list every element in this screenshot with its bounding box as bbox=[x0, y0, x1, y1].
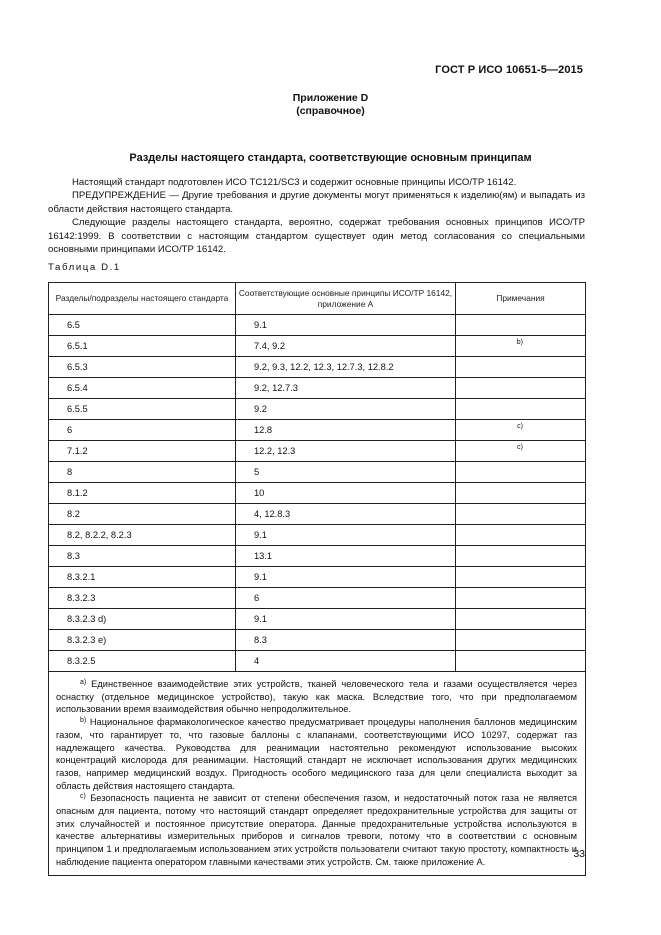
footnote-text: Национальное фармакологическое качество предусматривает процедуры наполнения баллонов медицинским газом, что гарантирует то, что газовые баллоны с клапанами, соответствующими ИСО 10297, содержат газ надлежащего качества. Руководства для реанимации настоятельно рекомендуют использование высоких концентраций кислорода для реанимации. Настоящий стандарт не исключает использования других медицинских газов, например медицинский воздух. Пригодность особого медицинского газа для цели специалиста выходит за область действия настоящего стандарта. bbox=[56, 717, 577, 791]
footnote-mark: c) bbox=[80, 793, 86, 801]
cell-section: 6.5.5 bbox=[49, 399, 236, 420]
cell-principles: 12.8 bbox=[236, 420, 456, 441]
intro-text bbox=[48, 176, 585, 256]
principles-table bbox=[48, 282, 586, 876]
footnote-mark: b) bbox=[80, 717, 87, 725]
cell-note bbox=[456, 630, 586, 651]
footnote bbox=[56, 678, 577, 716]
cell-note bbox=[456, 525, 586, 546]
intro-paragraph: Следующие разделы настоящего стандарта, вероятно, содержат требования основных принципов ИСО/ТР 16142:1999. В соответствии с настоящим стандартом существует один метод согласования со специальными основными принципами ИСО/ТР 16142. bbox=[48, 217, 585, 256]
document-header: ГОСТ Р ИСО 10651-5—2015 bbox=[435, 64, 583, 76]
header-sections: Разделы/подразделы настоящего стандарта bbox=[49, 283, 236, 315]
cell-section: 6.5.1 bbox=[49, 336, 236, 357]
cell-section: 8.1.2 bbox=[49, 483, 236, 504]
table-row bbox=[49, 399, 586, 420]
table-body bbox=[49, 315, 586, 672]
cell-principles: 7.4, 9.2 bbox=[236, 336, 456, 357]
cell-note bbox=[456, 588, 586, 609]
cell-note bbox=[456, 399, 586, 420]
cell-section: 8.3.2.3 d) bbox=[49, 609, 236, 630]
table-row bbox=[49, 609, 586, 630]
table-caption: Таблица D.1 bbox=[48, 262, 121, 273]
cell-principles: 13.1 bbox=[236, 546, 456, 567]
cell-note: c) bbox=[456, 420, 586, 441]
table-row bbox=[49, 315, 586, 336]
table-row bbox=[49, 567, 586, 588]
section-title: Разделы настоящего стандарта, соответствующие основным принципам bbox=[129, 152, 532, 164]
cell-section: 6.5.4 bbox=[49, 378, 236, 399]
cell-note bbox=[456, 357, 586, 378]
table-row bbox=[49, 336, 586, 357]
table-header-row bbox=[49, 283, 586, 315]
table-row bbox=[49, 525, 586, 546]
cell-section: 8.3.2.1 bbox=[49, 567, 236, 588]
footnote-text: Единственное взаимодействие этих устройств, тканей человеческого тела и газами осуществляется через оснастку (отдельное медицинское устройство), такую как маска. Вследствие того, что при предполагаемом использовании время взаимодействия обычно непродолжительное. bbox=[56, 679, 577, 715]
footnotes-row bbox=[49, 672, 586, 876]
footnote bbox=[56, 792, 577, 868]
cell-note bbox=[456, 462, 586, 483]
table-row bbox=[49, 357, 586, 378]
cell-note bbox=[456, 315, 586, 336]
annex-title-block bbox=[0, 92, 661, 118]
header-notes: Примечания bbox=[456, 283, 586, 315]
cell-section: 8.3.2.5 bbox=[49, 651, 236, 672]
cell-principles: 9.2 bbox=[236, 399, 456, 420]
cell-section: 8.2 bbox=[49, 504, 236, 525]
cell-principles: 5 bbox=[236, 462, 456, 483]
annex-title: Приложение D bbox=[292, 92, 369, 104]
cell-principles: 9.1 bbox=[236, 315, 456, 336]
cell-principles: 8.3 bbox=[236, 630, 456, 651]
intro-warning-paragraph: ПРЕДУПРЕЖДЕНИЕ — Другие требования и другие документы могут применяться к изделию(ям) и выпадать из области действия настоящего стандарта. bbox=[48, 190, 585, 215]
cell-principles: 9.1 bbox=[236, 609, 456, 630]
cell-section: 6.5 bbox=[49, 315, 236, 336]
cell-section: 6.5.3 bbox=[49, 357, 236, 378]
cell-section: 8.3 bbox=[49, 546, 236, 567]
table-row bbox=[49, 588, 586, 609]
cell-principles: 12.2, 12.3 bbox=[236, 441, 456, 462]
cell-section: 8 bbox=[49, 462, 236, 483]
cell-principles: 4 bbox=[236, 651, 456, 672]
cell-note bbox=[456, 546, 586, 567]
cell-principles: 10 bbox=[236, 483, 456, 504]
footnote-text: Безопасность пациента не зависит от степени обеспечения газом, и недостаточный поток газа не является опасным для пациента, потому что настоящий стандарт определяет предохранительные устройства для защиты от этих случайностей и постоянное присутствие оператора. Данные предохранительные устройства используются в качестве альтернативы измерительных приборов и сигналов тревоги, потому что в соответствии с основным принципом 1 и предполагаемым использованием этих устройств пользователи считают такую простоту, компактность и наблюдение пациента оператором главными качествами этих устройств. См. также приложение А. bbox=[56, 793, 577, 867]
footnotes-cell bbox=[49, 672, 586, 876]
header-principles: Соответствующие основные принципы ИСО/ТР 16142, приложение А bbox=[236, 283, 456, 315]
cell-section: 8.3.2.3 bbox=[49, 588, 236, 609]
footnote bbox=[56, 716, 577, 792]
table-row bbox=[49, 462, 586, 483]
cell-principles: 6 bbox=[236, 588, 456, 609]
cell-principles: 4, 12.8.3 bbox=[236, 504, 456, 525]
table-row bbox=[49, 378, 586, 399]
cell-note bbox=[456, 567, 586, 588]
table-row bbox=[49, 420, 586, 441]
cell-section: 8.3.2.3 e) bbox=[49, 630, 236, 651]
page-number: 33 bbox=[573, 848, 585, 860]
cell-principles: 9.2, 9.3, 12.2, 12.3, 12.7.3, 12.8.2 bbox=[236, 357, 456, 378]
cell-principles: 9.1 bbox=[236, 525, 456, 546]
intro-paragraph: Настоящий стандарт подготовлен ИСО TC121/SC3 и содержит основные принципы ИСО/ТР 16142. bbox=[72, 177, 517, 188]
cell-principles: 9.1 bbox=[236, 567, 456, 588]
cell-section: 7.1.2 bbox=[49, 441, 236, 462]
cell-note: b) bbox=[456, 336, 586, 357]
cell-note bbox=[456, 609, 586, 630]
cell-note bbox=[456, 378, 586, 399]
table-container bbox=[48, 282, 585, 876]
table-row bbox=[49, 483, 586, 504]
cell-note bbox=[456, 504, 586, 525]
footnote-mark: a) bbox=[80, 679, 87, 686]
table-row bbox=[49, 630, 586, 651]
table-row bbox=[49, 651, 586, 672]
cell-section: 8.2, 8.2.2, 8.2.3 bbox=[49, 525, 236, 546]
cell-note bbox=[456, 483, 586, 504]
cell-note: c) bbox=[456, 441, 586, 462]
cell-note bbox=[456, 651, 586, 672]
cell-section: 6 bbox=[49, 420, 236, 441]
cell-principles: 9.2, 12.7.3 bbox=[236, 378, 456, 399]
table-row bbox=[49, 441, 586, 462]
table-row bbox=[49, 546, 586, 567]
annex-subtitle: (справочное) bbox=[296, 105, 365, 117]
table-row bbox=[49, 504, 586, 525]
